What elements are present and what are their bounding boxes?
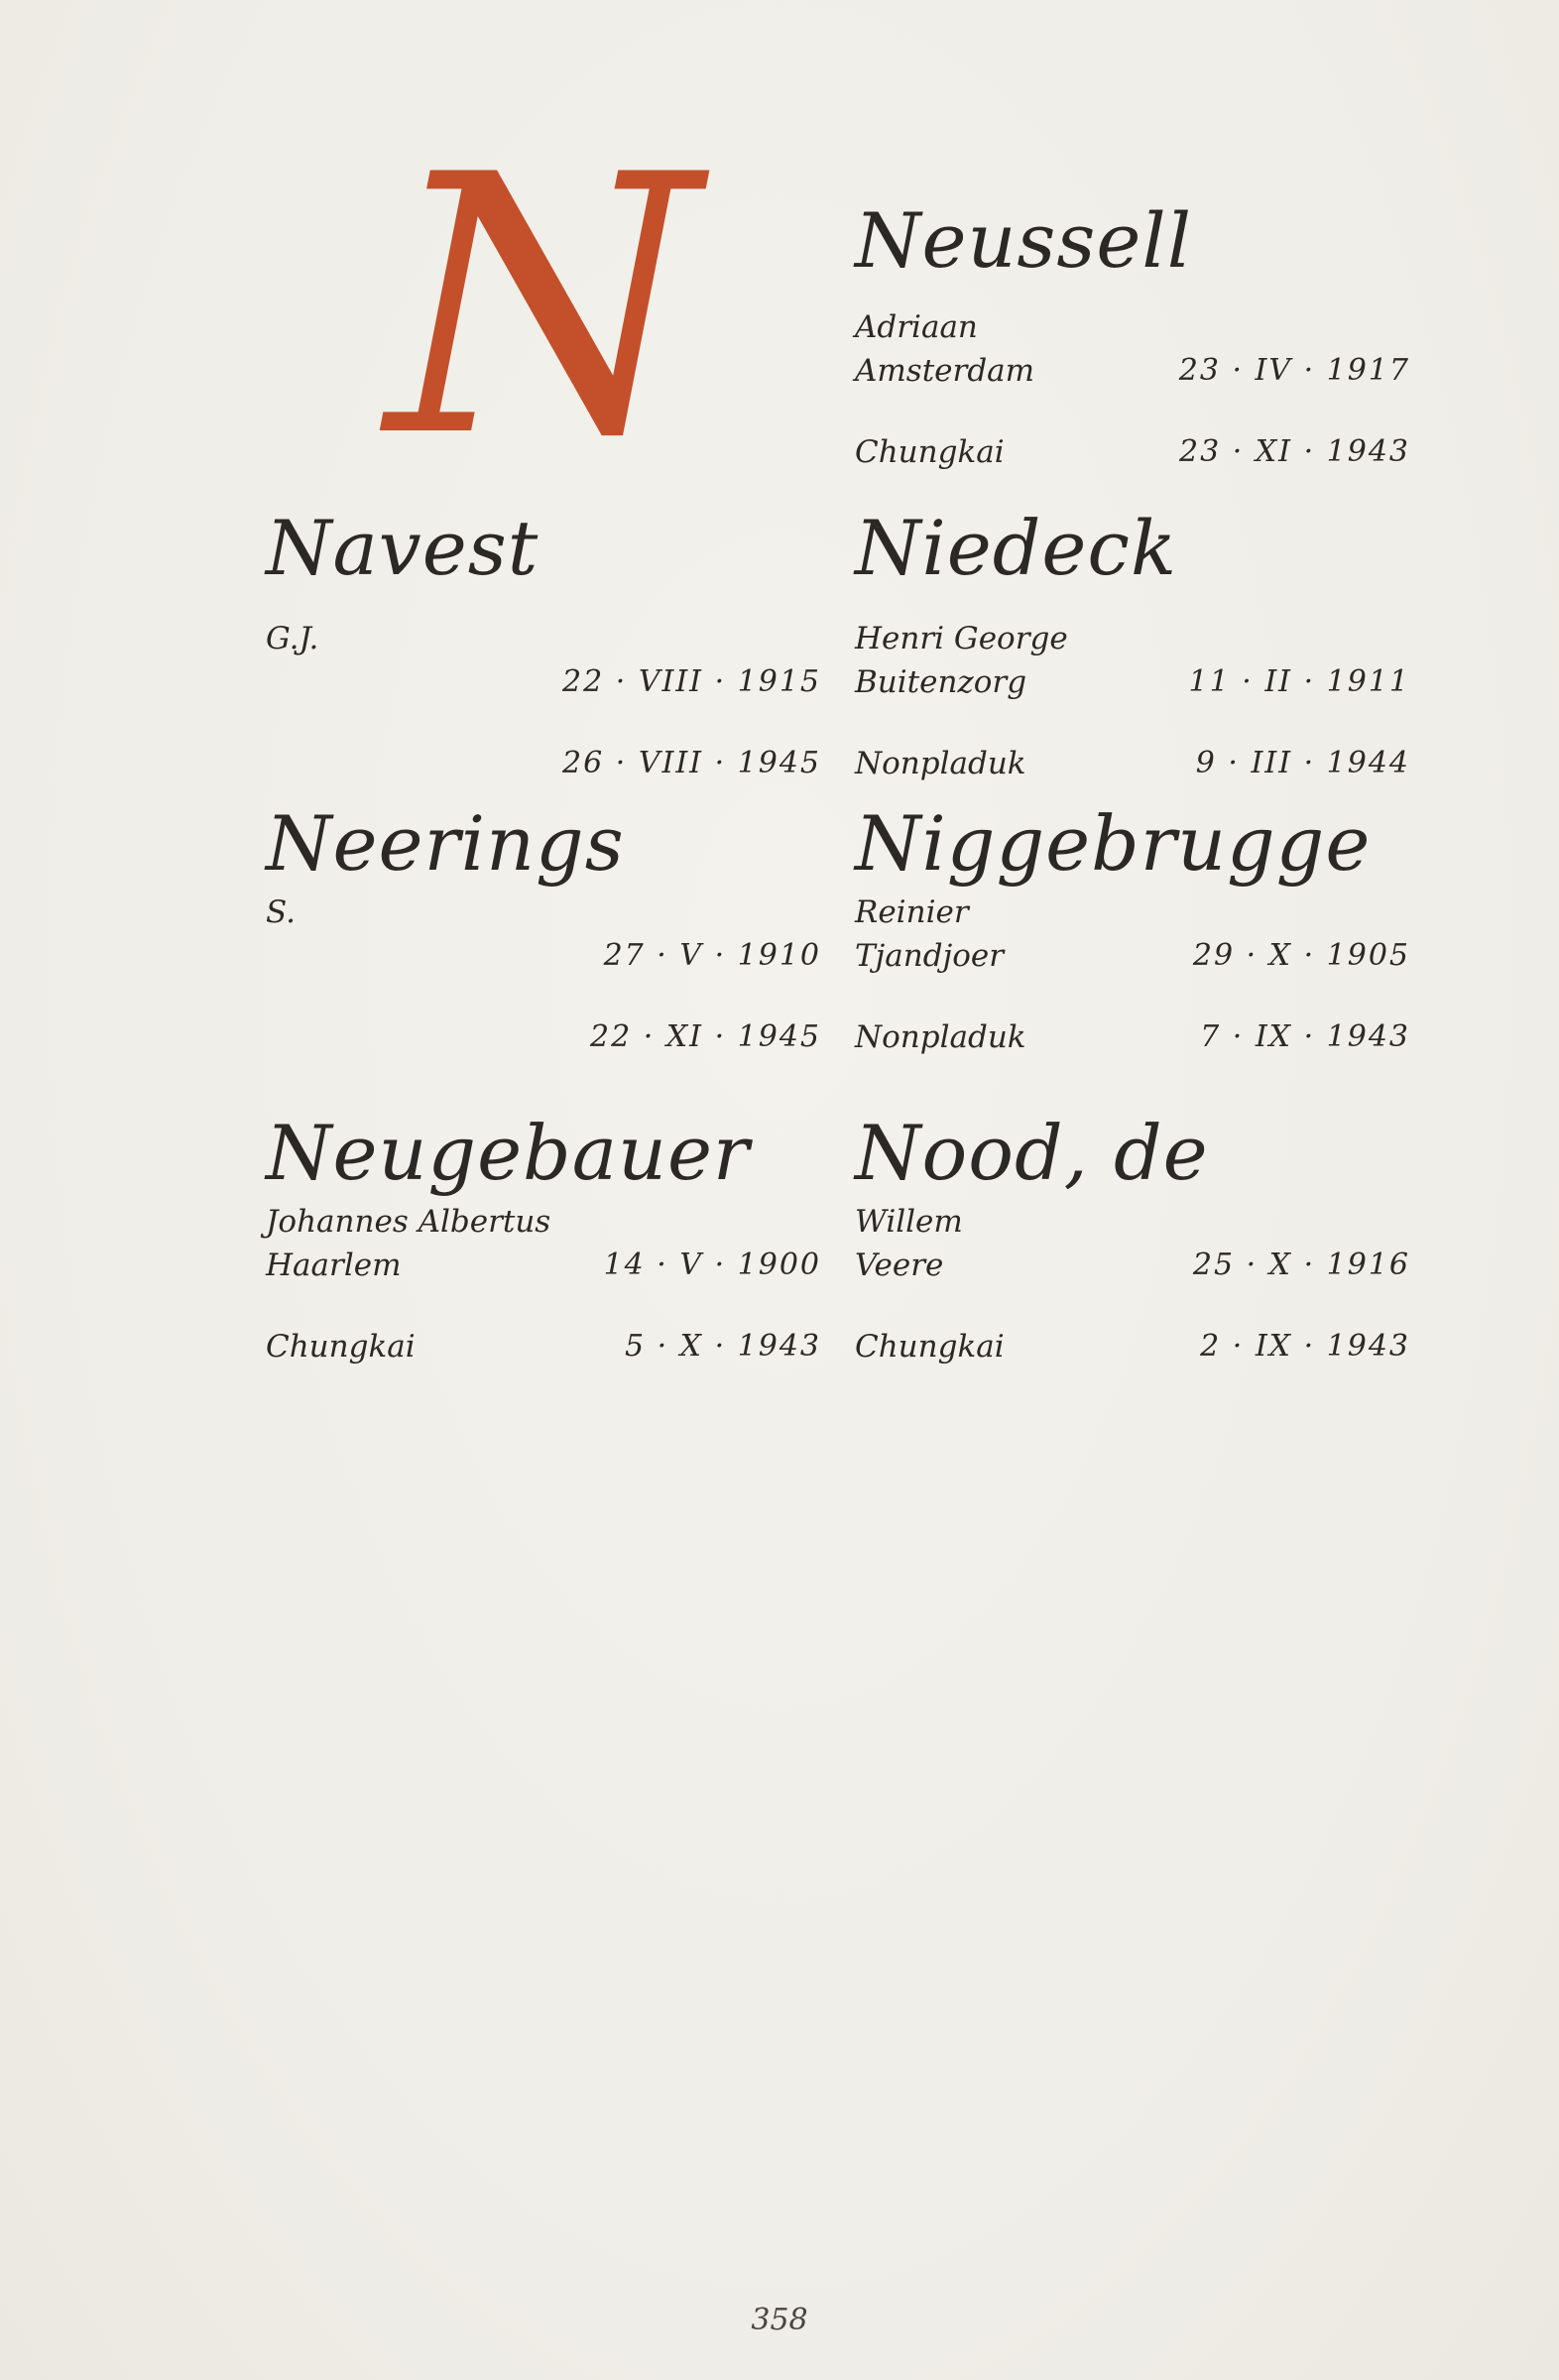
entry-birth-place: Tjandjoer	[855, 938, 1005, 974]
entry-given-line	[266, 891, 821, 934]
entry-death-date: 22 · XI · 1945	[590, 1019, 821, 1054]
entry-birth-date: 29 · X · 1905	[1192, 938, 1410, 973]
entry-given-line	[266, 617, 821, 660]
entry-death-place: Nonpladuk	[855, 746, 1026, 781]
entry-death-line	[855, 430, 1410, 474]
entry-death-line	[266, 742, 821, 785]
entry-birth-date: 27 · V · 1910	[603, 938, 821, 973]
entry-birth-date: 25 · X · 1916	[1192, 1248, 1410, 1282]
entry-birth-line	[855, 349, 1410, 393]
entry-birth-line	[266, 1244, 821, 1287]
entry-given-name: S.	[266, 894, 296, 930]
entry-surname: Neussell	[855, 196, 1193, 285]
entry-death-date: 9 · III · 1944	[1195, 746, 1410, 780]
entry-birth-line	[855, 660, 1410, 704]
entry-birth-place: Veere	[855, 1248, 944, 1283]
entry-death-line	[266, 1325, 821, 1368]
entry-death-line	[266, 1015, 821, 1059]
entry-given-name: Henri George	[855, 621, 1068, 656]
entry-navest	[266, 506, 821, 785]
entry-given-name: Reinier	[855, 894, 969, 930]
entry-given-line	[855, 1200, 1410, 1244]
entry-surname: Niggebrugge	[855, 799, 1372, 888]
entry-death-place: Chungkai	[266, 1329, 416, 1365]
entry-birth-line	[855, 1244, 1410, 1287]
entry-death-line	[855, 1015, 1410, 1059]
entry-neussell	[855, 198, 1410, 474]
entry-birth-date: 23 · IV · 1917	[1178, 353, 1410, 388]
entry-nood-de	[855, 1111, 1410, 1368]
entry-surname: Navest	[266, 504, 540, 592]
entry-birth-line	[266, 934, 821, 978]
decorative-initial: N	[387, 99, 699, 515]
entry-death-date: 7 · IX · 1943	[1200, 1019, 1410, 1054]
entry-death-date: 5 · X · 1943	[624, 1329, 821, 1364]
entry-death-place: Chungkai	[855, 434, 1005, 470]
entry-niggebrugge	[855, 801, 1410, 1059]
entry-given-line	[855, 305, 1410, 349]
entry-birth-place: Buitenzorg	[855, 664, 1027, 700]
entry-surname: Neugebauer	[266, 1109, 751, 1197]
entry-death-date: 23 · XI · 1943	[1179, 434, 1410, 469]
entry-given-line	[266, 1200, 821, 1244]
entry-surname: Niedeck	[855, 504, 1178, 592]
entry-birth-date: 14 · V · 1900	[603, 1248, 821, 1282]
entry-birth-date: 22 · VIII · 1915	[562, 664, 821, 699]
entry-neugebauer	[266, 1111, 821, 1368]
page-number: 358	[751, 2303, 808, 2337]
entry-death-place: Chungkai	[855, 1329, 1005, 1365]
entry-death-line	[855, 1325, 1410, 1368]
entry-given-name: Willem	[855, 1204, 963, 1240]
entry-given-name: Johannes Albertus	[266, 1204, 551, 1240]
entry-death-line	[855, 742, 1410, 785]
entry-surname: Neerings	[266, 799, 625, 888]
entry-birth-line	[855, 934, 1410, 978]
entry-neerings	[266, 801, 821, 1059]
entry-given-line	[855, 617, 1410, 660]
entry-given-line	[855, 891, 1410, 934]
entry-niedeck	[855, 506, 1410, 785]
entry-death-date: 2 · IX · 1943	[1200, 1329, 1410, 1364]
entry-death-place: Nonpladuk	[855, 1019, 1026, 1055]
entry-birth-date: 11 · II · 1911	[1188, 664, 1410, 699]
entry-birth-place: Amsterdam	[855, 353, 1035, 389]
entry-death-date: 26 · VIII · 1945	[562, 746, 821, 780]
entry-birth-line	[266, 660, 821, 704]
entry-given-name: Adriaan	[855, 309, 978, 345]
entry-given-name: G.J.	[266, 621, 319, 656]
entry-birth-place: Haarlem	[266, 1248, 402, 1283]
entry-surname: Nood, de	[855, 1109, 1209, 1197]
